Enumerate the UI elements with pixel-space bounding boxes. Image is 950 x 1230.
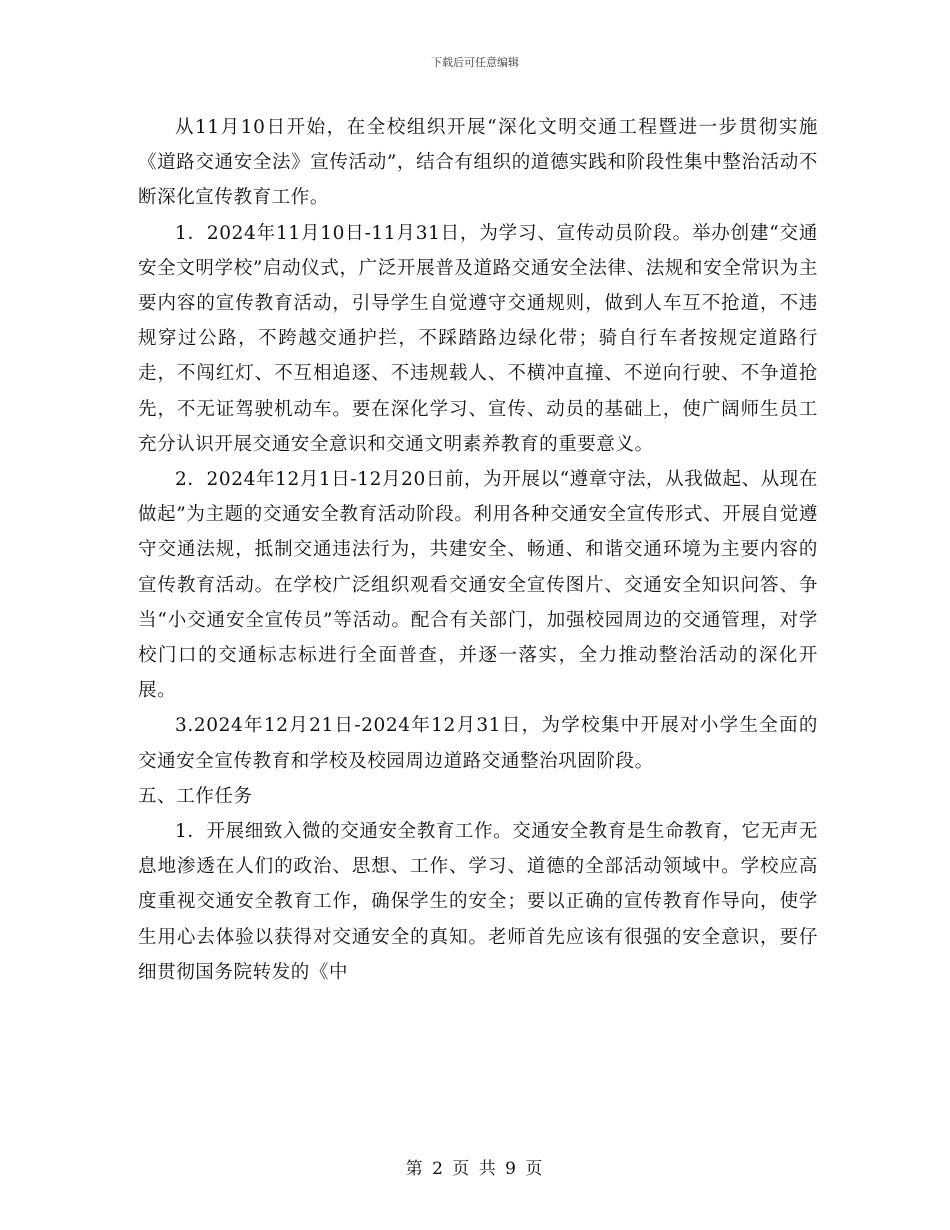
document-body <box>138 110 818 990</box>
page-header-note: 下载后可任意编辑 <box>431 56 519 69</box>
section-heading: 五、工作任务 <box>138 785 253 807</box>
stage-3-paragraph: 3.2024年12月21日-2024年12月31日，为学校集中开展对小学生全面的交通安全宣传教育和学校及校园周边道路交通整治巩固阶段。 <box>138 715 818 772</box>
page-number: 第 2 页 共 9 页 <box>405 1159 545 1179</box>
stage-2-paragraph: 2．2024年12月1日-12月20日前，为开展以“遵章守法，从我做起、从现在做起”为主题的交通安全教育活动阶段。利用各种交通安全宣传形式、开展自觉遵守交通法规，抵制交通违法行为，共建安全、畅通、和谐交通环境为主要内容的宣传教育活动。在学校广泛组织观看交通安全宣传图片、交通安全知识问答、争当“小交通安全宣传员”等活动。配合有关部门，加强校园周边的交通管理，对学校门口的交通标志标进行全面普查，并逐一落实，全力推动整治活动的深化开展。 <box>138 469 818 702</box>
intro-paragraph: 从11月10日开始，在全校组织开展“深化文明交通工程暨进一步贯彻实施《道路交通安全法》宣传活动”，结合有组织的道德实践和阶段性集中整治活动不断深化宣传教育工作。 <box>138 117 818 209</box>
task-1-paragraph: 1．开展细致入微的交通安全教育工作。交通安全教育是生命教育，它无声无息地渗透在人们的政治、思想、工作、学习、道德的全部活动领域中。学校应高度重视交通安全教育工作，确保学生的安全；要以正确的宣传教育作导向，使学生用心去体验以获得对交通安全的真知。老师首先应该有很强的安全意识，要仔细贯彻国务院转发的《中 <box>138 821 818 983</box>
stage-1-paragraph: 1．2024年11月10日-11月31日，为学习、宣传动员阶段。举办创建“交通安全文明学校”启动仪式，广泛开展普及道路交通安全法律、法规和安全常识为主要内容的宣传教育活动，引导学生自觉遵守交通规则，做到人车互不抢道，不违规穿过公路，不跨越交通护拦，不踩踏路边绿化带；骑自行车者按规定道路行走，不闯红灯、不互相追逐、不违规载人、不横冲直撞、不逆向行驶、不争道抢先，不无证驾驶机动车。要在深化学习、宣传、动员的基础上，使广阔师生员工充分认识开展交通安全意识和交通文明素养教育的重要意义。 <box>138 222 818 455</box>
